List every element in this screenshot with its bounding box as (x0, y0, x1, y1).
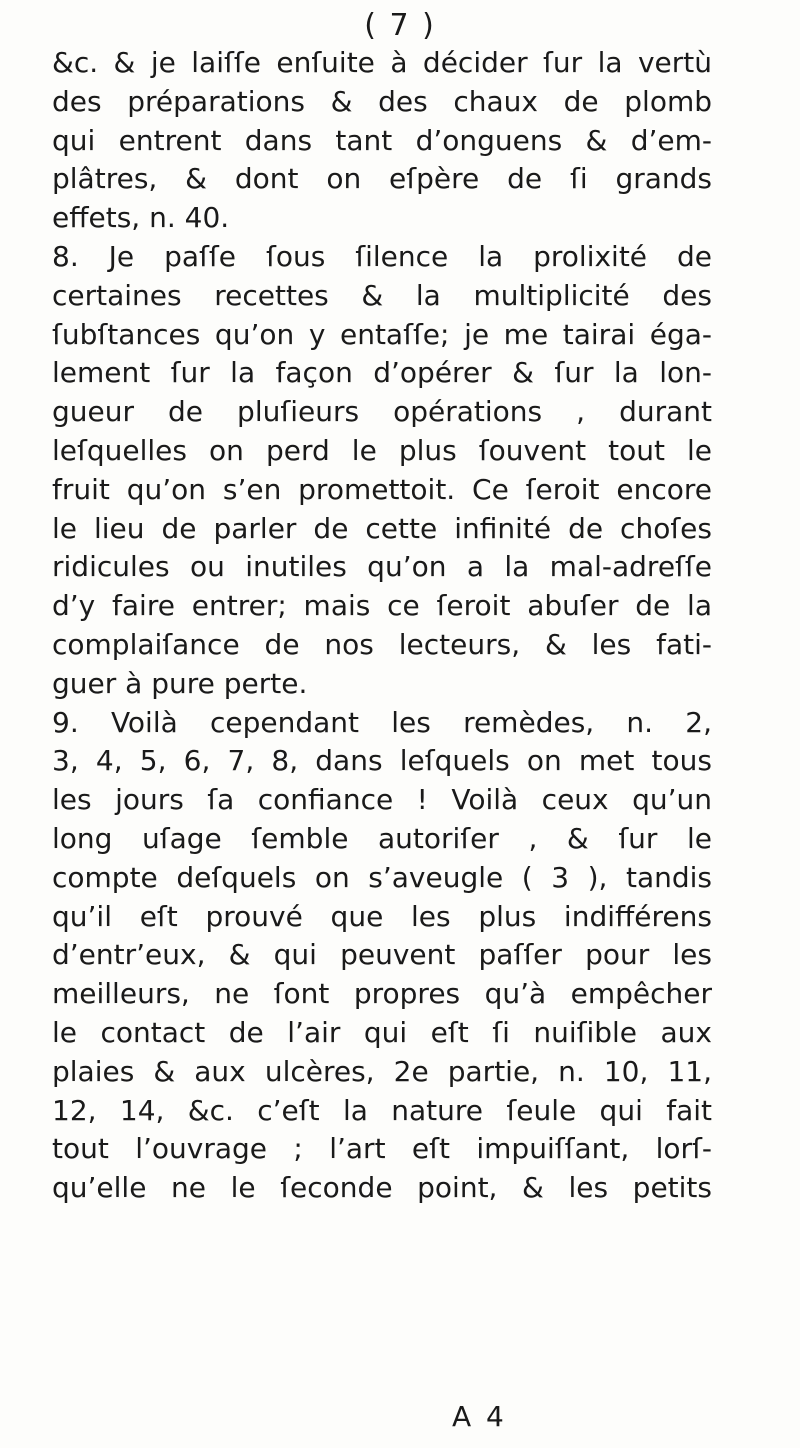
text-line: gueur de pluſieurs opérations , durant (52, 395, 712, 429)
text-line: les jours ſa confiance ! Voilà ceux qu’un (52, 783, 712, 817)
text-line: 8. Je paſſe ſous ſilence la prolixité de (52, 239, 712, 273)
text-line: qu’il eſt prouvé que les plus indifférens (52, 899, 712, 933)
text-line: lement ſur la façon d’opérer & ſur la lon- (52, 356, 712, 390)
text-line: guer à pure perte. (52, 666, 308, 700)
text-line: le lieu de parler de cette infinité de choſes (52, 511, 712, 545)
text-line: compte deſquels on s’aveugle ( 3 ), tandis (52, 860, 712, 894)
text-line: plâtres, & dont on eſpère de ſi grands (52, 162, 712, 196)
text-line: le contact de l’air qui eſt ſi nuiſible aux (52, 1015, 712, 1049)
text-line: qui entrent dans tant d’onguens & d’em- (52, 123, 712, 157)
text-line: meilleurs, ne ſont propres qu’à empêcher (52, 977, 712, 1011)
text-line: des préparations & des chaux de plomb (52, 84, 712, 118)
text-line: 12, 14, &c. c’eſt la nature ſeule qui fait (52, 1093, 712, 1127)
body-text (52, 44, 712, 1208)
text-line: d’y faire entrer; mais ce ſeroit abuſer de la (52, 589, 712, 623)
text-line: qu’elle ne le ſeconde point, & les petits (52, 1171, 712, 1205)
text-line: effets, n. 40. (52, 201, 230, 235)
text-line: fruit qu’on s’en promettoit. Ce ſeroit encore (52, 472, 712, 506)
text-line: 9. Voilà cependant les remèdes, n. 2, (52, 705, 712, 739)
text-line: certaines recettes & la multiplicité des (52, 278, 712, 312)
text-line: plaies & aux ulcères, 2e partie, n. 10, 11, (52, 1054, 712, 1088)
page-number: ( 7 ) (364, 8, 436, 43)
text-line: complaiſance de nos lecteurs, & les fati- (52, 627, 712, 661)
signature-mark: A 4 (452, 1400, 507, 1433)
text-line: leſquelles on perd le plus ſouvent tout le (52, 433, 712, 467)
text-line: &c. & je laiſſe enſuite à décider ſur la vertù (52, 46, 712, 79)
text-line: long uſage ſemble autoriſer , & ſur le (52, 821, 712, 855)
text-line: ridicules ou inutiles qu’on a la mal-adreſſe (52, 550, 712, 584)
text-line: tout l’ouvrage ; l’art eſt impuiſſant, lorſ- (52, 1132, 712, 1166)
text-line: ſubſtances qu’on y entaſſe; je me tairai éga- (52, 317, 712, 351)
text-line: d’entr’eux, & qui peuvent paſſer pour les (52, 938, 712, 972)
text-line: 3, 4, 5, 6, 7, 8, dans leſquels on met tous (52, 744, 712, 778)
